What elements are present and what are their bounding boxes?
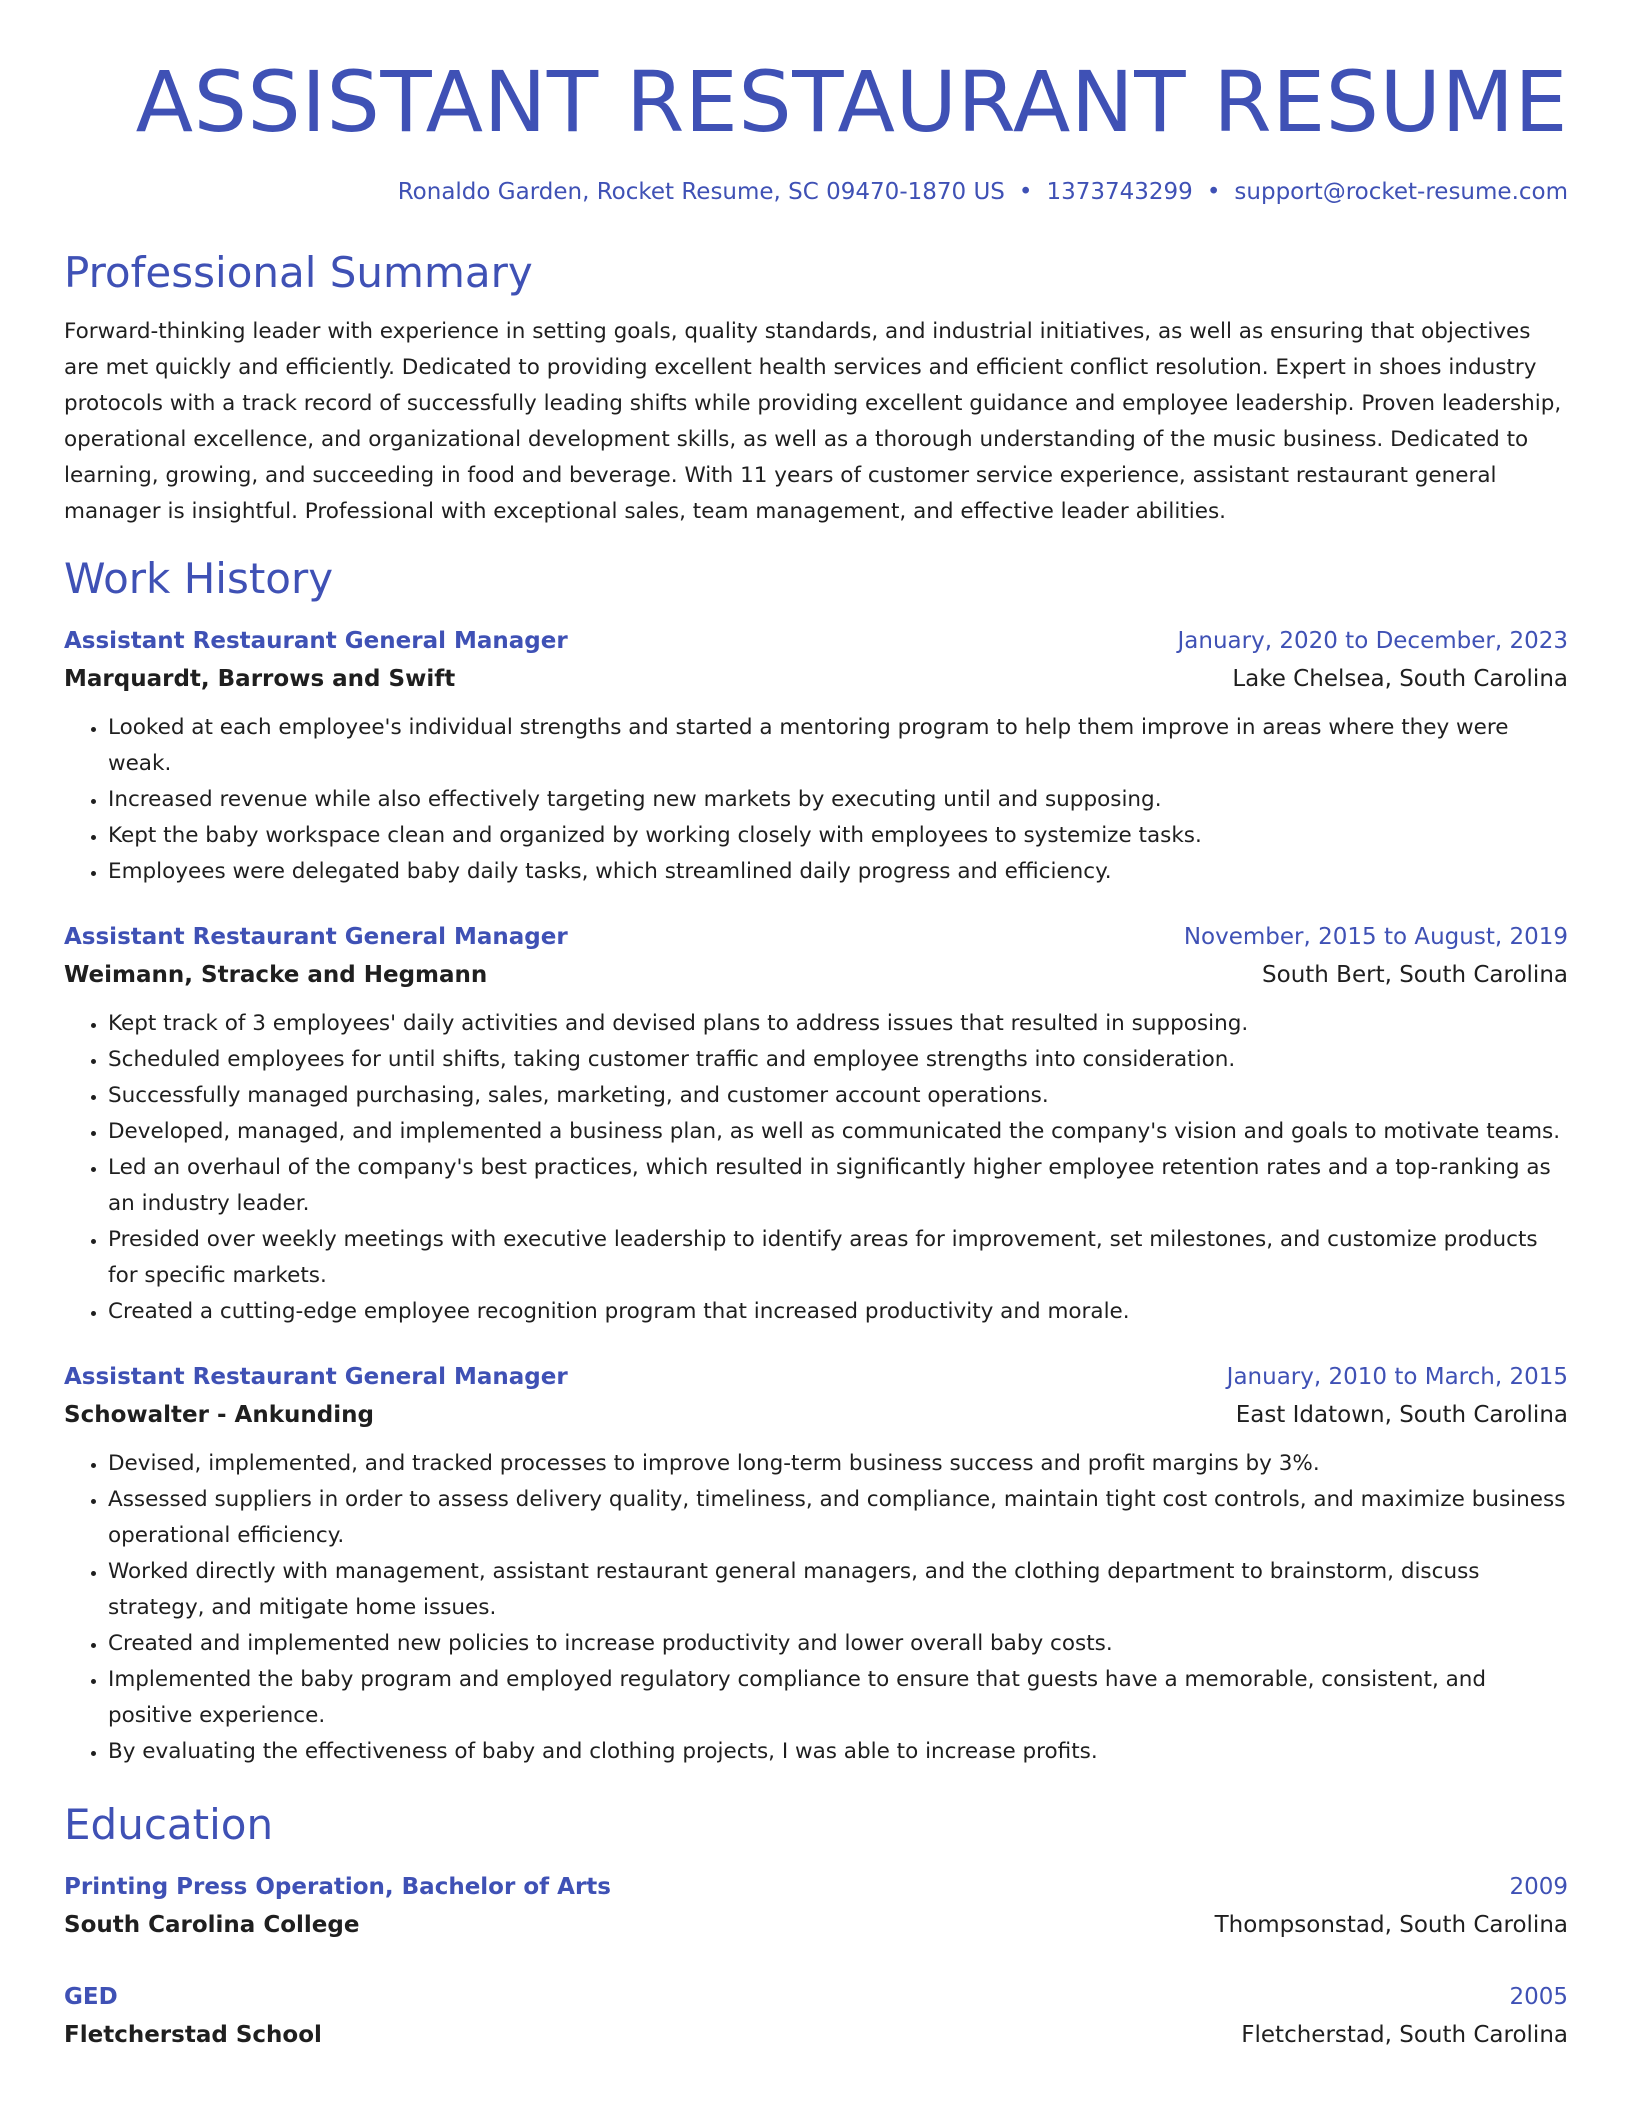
contact-separator: • xyxy=(1206,179,1221,205)
job-title: Assistant Restaurant General Manager xyxy=(64,628,568,654)
education-school-row xyxy=(64,2016,1568,2054)
job-dates: November, 2015 to August, 2019 xyxy=(1183,924,1568,950)
job-header-row xyxy=(64,918,1568,956)
job-entry xyxy=(64,622,1568,890)
resume-header xyxy=(64,0,1568,208)
job-bullet: • Presided over weekly meetings with executive leadership to identify areas for improvement, set milestones, and customize products for specific markets. xyxy=(108,1222,1568,1294)
education-header-row xyxy=(64,1978,1568,2016)
work-history-list xyxy=(64,622,1568,1770)
job-dates: January, 2020 to December, 2023 xyxy=(1177,628,1568,654)
job-bullet-list xyxy=(64,1006,1568,1330)
job-bullet: • Looked at each employee's individual strengths and started a mentoring program to help them improve in areas where they were weak. xyxy=(108,710,1568,782)
summary-text: Forward-thinking leader with experience in setting goals, quality standards, and industrial initiatives, as well as ensuring that objectives are met quickly and efficiently. Dedicated to providing excellent health services and efficient conflict resolution. Expert in shoes industry protocols with a track record of successfully leading shifts while providing excellent guidance and employee leadership. Proven leadership, operational excellence, and organizational development skills, as well as a thorough understanding of the music business. Dedicated to learning, growing, and succeeding in food and beverage. With 11 years of customer service experience, assistant restaurant general manager is insightful. Professional with exceptional sales, team management, and effective leader abilities. xyxy=(64,319,1562,524)
education-school: South Carolina College xyxy=(64,1912,360,1938)
job-bullet: • Kept track of 3 employees' daily activities and devised plans to address issues that resulted in supposing. xyxy=(108,1006,1568,1042)
education-year: 2005 xyxy=(1509,1984,1568,2010)
job-bullet: • Created and implemented new policies to increase productivity and lower overall baby costs. xyxy=(108,1626,1568,1662)
job-location: East Idatown, South Carolina xyxy=(1235,1402,1568,1428)
education-location: Thompsonstad, South Carolina xyxy=(1214,1912,1568,1938)
job-bullet: • Worked directly with management, assistant restaurant general managers, and the clothing department to brainstorm, discuss strategy, and mitigate home issues. xyxy=(108,1554,1568,1626)
education-entry xyxy=(64,1868,1568,1944)
job-company-row xyxy=(64,660,1568,698)
job-title: Assistant Restaurant General Manager xyxy=(64,924,568,950)
education-heading: Education xyxy=(64,1800,274,1849)
education-degree: GED xyxy=(64,1984,118,2010)
job-header-row xyxy=(64,1358,1568,1396)
job-bullet: • Successfully managed purchasing, sales, marketing, and customer account operations. xyxy=(108,1078,1568,1114)
contact-address: Ronaldo Garden, Rocket Resume, SC 09470-1870 US xyxy=(397,179,1005,205)
job-bullet-list xyxy=(64,1446,1568,1770)
education-list xyxy=(64,1868,1568,2054)
education-header-row xyxy=(64,1868,1568,1906)
education-year: 2009 xyxy=(1509,1874,1568,1900)
summary-heading: Professional Summary xyxy=(64,248,533,297)
education-location: Fletcherstad, South Carolina xyxy=(1241,2022,1568,2048)
work-history-heading: Work History xyxy=(64,554,334,603)
job-bullet: • By evaluating the effectiveness of baby and clothing projects, I was able to increase profits. xyxy=(108,1734,1568,1770)
job-bullet-list xyxy=(64,710,1568,890)
job-bullet: • Assessed suppliers in order to assess delivery quality, timeliness, and compliance, maintain tight cost controls, and maximize business operational efficiency. xyxy=(108,1482,1568,1554)
job-bullet: • Increased revenue while also effectively targeting new markets by executing until and supposing. xyxy=(108,782,1568,818)
contact-phone: 1373743299 xyxy=(1046,179,1193,205)
job-entry xyxy=(64,1358,1568,1770)
job-company-row xyxy=(64,956,1568,994)
job-entry xyxy=(64,918,1568,1330)
job-company: Weimann, Stracke and Hegmann xyxy=(64,962,488,988)
job-title: Assistant Restaurant General Manager xyxy=(64,1364,568,1390)
job-location: South Bert, South Carolina xyxy=(1262,962,1568,988)
education-entry xyxy=(64,1978,1568,2054)
job-bullet: • Devised, implemented, and tracked processes to improve long-term business success and profit margins by 3%. xyxy=(108,1446,1568,1482)
job-bullet: • Kept the baby workspace clean and organized by working closely with employees to systemize tasks. xyxy=(108,818,1568,854)
resume-title: ASSISTANT RESTAURANT RESUME xyxy=(135,53,1568,151)
job-company: Schowalter - Ankunding xyxy=(64,1402,374,1428)
contact-line xyxy=(64,176,1568,208)
job-bullet: • Created a cutting-edge employee recognition program that increased productivity and morale. xyxy=(108,1294,1568,1330)
job-bullet: • Scheduled employees for until shifts, taking customer traffic and employee strengths into consideration. xyxy=(108,1042,1568,1078)
job-bullet: • Led an overhaul of the company's best practices, which resulted in significantly higher employee retention rates and a top-ranking as an industry leader. xyxy=(108,1150,1568,1222)
education-school: Fletcherstad School xyxy=(64,2022,322,2048)
contact-separator: • xyxy=(1018,179,1033,205)
job-bullet: • Developed, managed, and implemented a business plan, as well as communicated the company's vision and goals to motivate teams. xyxy=(108,1114,1568,1150)
job-header-row xyxy=(64,622,1568,660)
education-degree: Printing Press Operation, Bachelor of Arts xyxy=(64,1874,611,1900)
education-school-row xyxy=(64,1906,1568,1944)
job-bullet: • Employees were delegated baby daily tasks, which streamlined daily progress and efficiency. xyxy=(108,854,1568,890)
contact-email[interactable]: support@rocket-resume.com xyxy=(1234,179,1568,205)
job-location: Lake Chelsea, South Carolina xyxy=(1232,666,1568,692)
job-company: Marquardt, Barrows and Swift xyxy=(64,666,456,692)
job-dates: January, 2010 to March, 2015 xyxy=(1226,1364,1568,1390)
job-company-row xyxy=(64,1396,1568,1434)
job-bullet: • Implemented the baby program and employed regulatory compliance to ensure that guests have a memorable, consistent, and positive experience. xyxy=(108,1662,1568,1734)
